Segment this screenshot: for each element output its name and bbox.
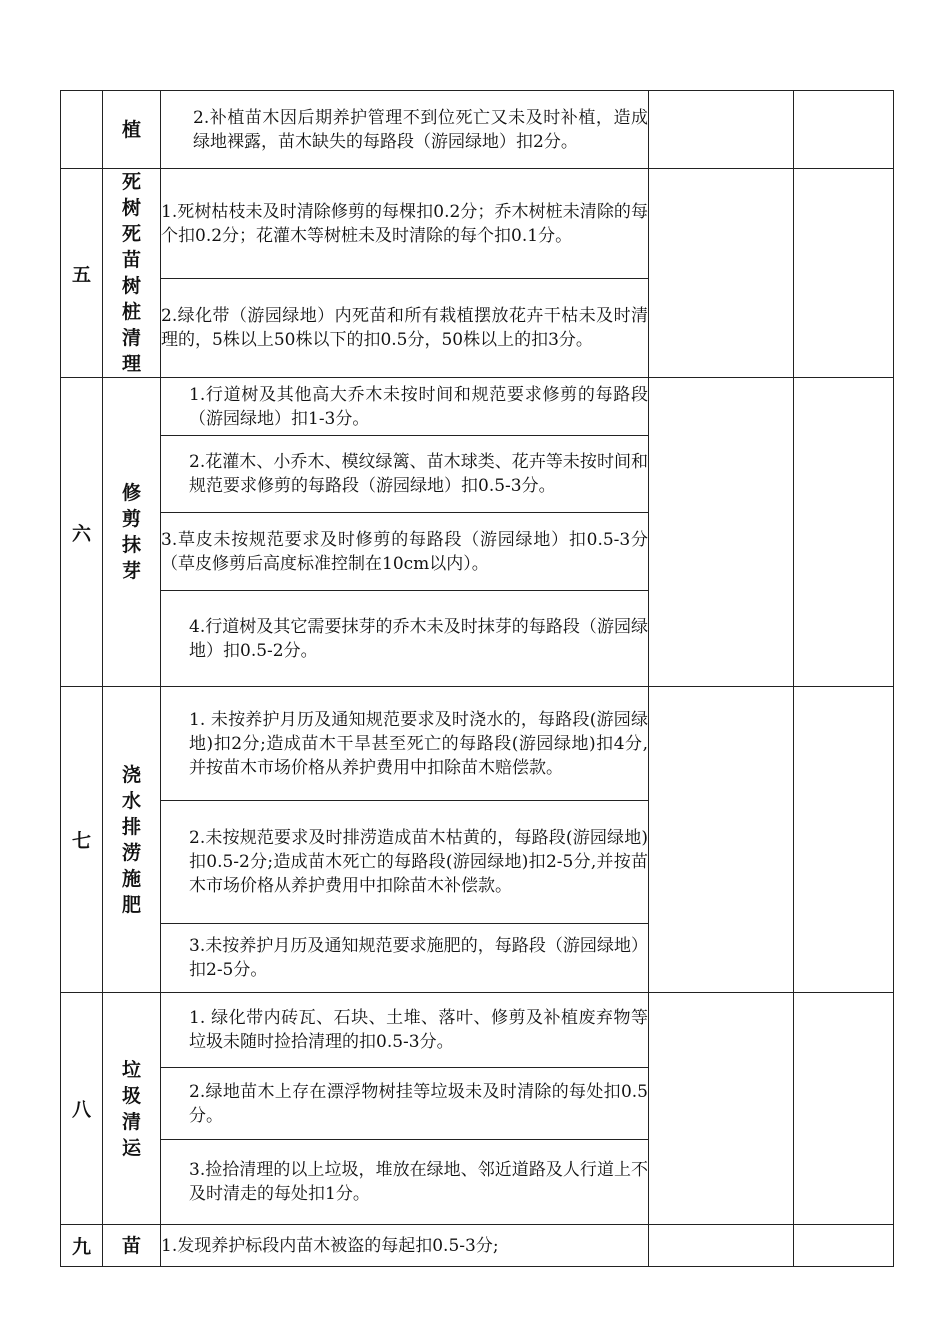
section-category: 浇水排涝施肥 xyxy=(103,687,161,993)
remark-cell xyxy=(794,378,894,687)
table-row xyxy=(61,687,894,801)
criterion-text: 4.行道树及其它需要抹芽的乔木未及时抹芽的每路段（游园绿地）扣0.5-2分。 xyxy=(161,591,649,687)
table-row xyxy=(61,1225,894,1267)
section-category: 修剪抹芽 xyxy=(103,378,161,687)
criterion-text: 3.捡拾清理的以上垃圾，堆放在绿地、邻近道路及人行道上不及时清走的每处扣1分。 xyxy=(161,1140,649,1225)
section-category: 苗 xyxy=(103,1225,161,1267)
section-number: 六 xyxy=(61,378,103,687)
remark-cell xyxy=(794,169,894,378)
table-row xyxy=(61,993,894,1068)
criterion-text: 2.花灌木、小乔木、模纹绿篱、苗木球类、花卉等未按时间和规范要求修剪的每路段（游园绿地）扣0.5-3分。 xyxy=(161,436,649,513)
score-cell xyxy=(649,1225,794,1267)
remark-cell xyxy=(794,91,894,169)
criterion-text: 2.绿地苗木上存在漂浮物树挂等垃圾未及时清除的每处扣0.5分。 xyxy=(161,1068,649,1140)
section-number: 七 xyxy=(61,687,103,993)
score-cell xyxy=(649,169,794,378)
criterion-text: 1.死树枯枝未及时清除修剪的每棵扣0.2分；乔木树桩未清除的每个扣0.2分；花灌木等树桩未及时清除的每个扣0.1分。 xyxy=(161,169,649,279)
evaluation-table xyxy=(60,90,894,1267)
table-row xyxy=(61,169,894,279)
remark-cell xyxy=(794,1225,894,1267)
remark-cell xyxy=(794,993,894,1225)
criterion-text: 3.草皮未按规范要求及时修剪的每路段（游园绿地）扣0.5-3分（草皮修剪后高度标准控制在10cm以内）。 xyxy=(161,513,649,591)
section-category: 垃圾清运 xyxy=(103,993,161,1225)
criterion-text: 2.补植苗木因后期养护管理不到位死亡又未及时补植，造成绿地裸露，苗木缺失的每路段（游园绿地）扣2分。 xyxy=(161,91,649,169)
score-cell xyxy=(649,91,794,169)
criterion-text: 1. 绿化带内砖瓦、石块、土堆、落叶、修剪及补植废弃物等垃圾未随时捡拾清理的扣0.5-3分。 xyxy=(161,993,649,1068)
score-cell xyxy=(649,378,794,687)
criterion-text: 3.未按养护月历及通知规范要求施肥的，每路段（游园绿地）扣2-5分。 xyxy=(161,924,649,993)
table-row xyxy=(61,378,894,436)
section-number: 五 xyxy=(61,169,103,378)
criterion-text: 1.发现养护标段内苗木被盗的每起扣0.5-3分; xyxy=(161,1225,649,1267)
section-category: 死树死苗树桩清理 xyxy=(103,169,161,378)
score-cell xyxy=(649,993,794,1225)
section-category: 植 xyxy=(103,91,161,169)
criterion-text: 2.绿化带（游园绿地）内死苗和所有栽植摆放花卉干枯未及时清理的，5株以上50株以下的扣0.5分，50株以上的扣3分。 xyxy=(161,279,649,378)
criterion-text: 1.行道树及其他高大乔木未按时间和规范要求修剪的每路段（游园绿地）扣1-3分。 xyxy=(161,378,649,436)
table-row xyxy=(61,91,894,169)
section-number: 九 xyxy=(61,1225,103,1267)
section-number xyxy=(61,91,103,169)
score-cell xyxy=(649,687,794,993)
criterion-text: 1. 未按养护月历及通知规范要求及时浇水的，每路段(游园绿地)扣2分;造成苗木干旱甚至死亡的每路段(游园绿地)扣4分,并按苗木市场价格从养护费用中扣除苗木赔偿款。 xyxy=(161,687,649,801)
section-number: 八 xyxy=(61,993,103,1225)
criterion-text: 2.未按规范要求及时排涝造成苗木枯黄的，每路段(游园绿地)扣0.5-2分;造成苗木死亡的每路段(游园绿地)扣2-5分,并按苗木市场价格从养护费用中扣除苗木补偿款。 xyxy=(161,801,649,924)
remark-cell xyxy=(794,687,894,993)
